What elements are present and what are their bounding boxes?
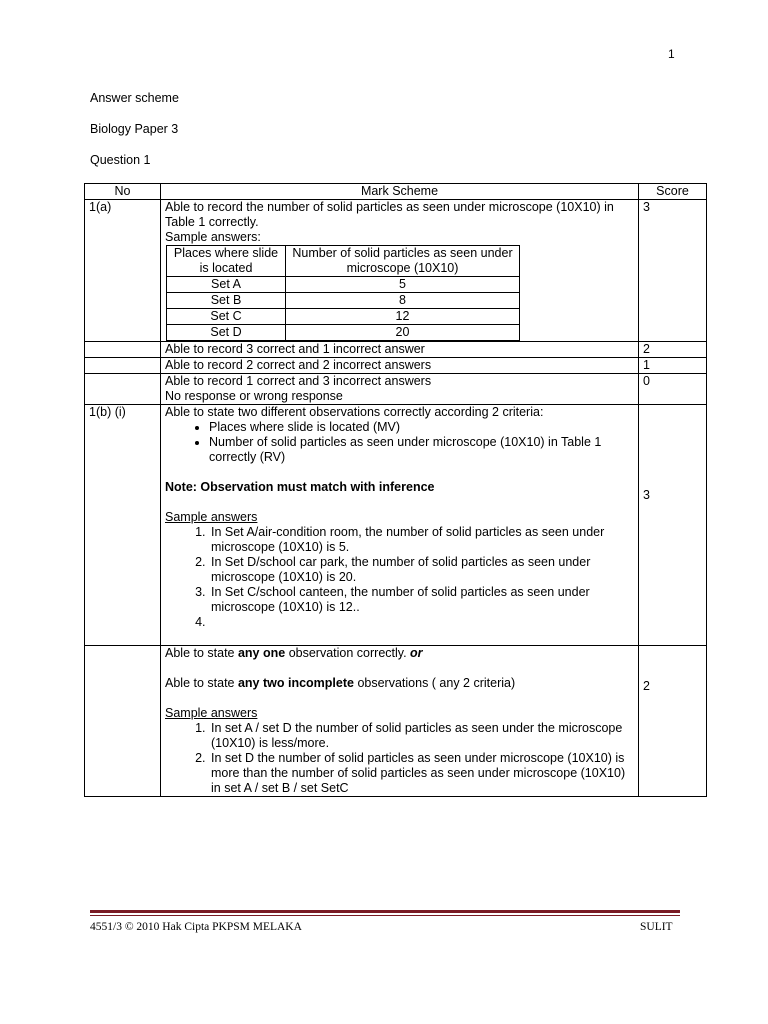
q1bi-partial-score: 2	[639, 646, 707, 797]
q1a-scheme	[161, 200, 639, 342]
sample-row	[167, 309, 520, 325]
sample-count: 8	[286, 293, 520, 309]
question-heading: Question 1	[90, 153, 151, 167]
footer-copyright: 4551/3 © 2010 Hak Cipta PKPSM MELAKA	[90, 921, 302, 933]
row-1a	[85, 200, 707, 342]
criteria-text-line2: No response or wrong response	[165, 389, 343, 403]
q1bi-score: 3	[639, 405, 707, 646]
sample-answers-label: Sample answers	[165, 510, 258, 524]
q1a-score: 3	[639, 200, 707, 342]
mark-scheme-table	[84, 183, 707, 797]
q1a-line1: Able to record the number of solid particles as seen under microscope (10X10) in Table 1 correctly.	[165, 200, 614, 229]
header-row	[85, 184, 707, 200]
criteria-item: • Places where slide is located (MV)	[209, 420, 634, 435]
criteria-score: 0	[639, 374, 707, 405]
sample-answers-list	[165, 721, 634, 796]
criteria-item: • Number of solid particles as seen under microscope (10X10) in Table 1 correctly (RV)	[209, 435, 634, 465]
criteria-text: Able to record 2 correct and 2 incorrect answers	[161, 358, 639, 374]
partial-line2: Able to state any two incomplete observations ( any 2 criteria)	[165, 676, 516, 690]
sample-row	[167, 293, 520, 309]
q1bi-intro: Able to state two different observations correctly according 2 criteria:	[165, 405, 544, 419]
footer-divider	[90, 910, 680, 913]
header-score: Score	[639, 184, 707, 200]
q1bi-scheme	[161, 405, 639, 646]
sample-place: Set A	[167, 277, 286, 293]
sample-row	[167, 277, 520, 293]
sample-answer-item: 3. In Set C/school canteen, the number of solid particles as seen under microscope (10X10) is 12..	[209, 585, 634, 615]
sample-row	[167, 325, 520, 341]
sample-count: 12	[286, 309, 520, 325]
header-no: No	[85, 184, 161, 200]
sample-place: Set D	[167, 325, 286, 341]
note-text: Note: Observation must match with inference	[165, 480, 435, 494]
sample-col-places: Places where slide is located	[167, 246, 286, 277]
row-1bi	[85, 405, 707, 646]
criteria-row	[85, 342, 707, 358]
criteria-text	[161, 374, 639, 405]
q1a-sample-label: Sample answers:	[165, 230, 261, 244]
sample-answer-item: 2. In Set D/school car park, the number of solid particles as seen under microscope (10X10) is 20.	[209, 555, 634, 585]
answer-scheme-heading: Answer scheme	[90, 91, 179, 105]
sample-place: Set B	[167, 293, 286, 309]
header-mark-scheme: Mark Scheme	[161, 184, 639, 200]
q1a-number: 1(a)	[85, 200, 161, 342]
footer-sulit: SULIT	[640, 921, 673, 933]
sample-answer-item: 1. In Set A/air-condition room, the number of solid particles as seen under microscope (10X10) is 5.	[209, 525, 634, 555]
page-number: 1	[668, 47, 675, 61]
sample-answers-list	[165, 525, 634, 630]
sample-col-count: Number of solid particles as seen under microscope (10X10)	[286, 246, 520, 277]
row-1bi-partial	[85, 646, 707, 797]
sample-answers-label: Sample answers	[165, 706, 258, 720]
sample-count: 5	[286, 277, 520, 293]
sample-place: Set C	[167, 309, 286, 325]
partial-line1: Able to state any one observation correctly. or	[165, 646, 423, 660]
sample-answer-item: 1. In set A / set D the number of solid particles as seen under the microscope (10X10) is less/more.	[209, 721, 634, 751]
footer-divider-thin	[90, 915, 680, 916]
sample-answer-item	[209, 615, 634, 630]
q1bi-number: 1(b) (i)	[85, 405, 161, 646]
criteria-score: 1	[639, 358, 707, 374]
criteria-list	[165, 420, 634, 465]
criteria-row	[85, 358, 707, 374]
criteria-row	[85, 374, 707, 405]
sample-table-header	[167, 246, 520, 277]
paper-heading: Biology Paper 3	[90, 122, 179, 136]
criteria-text-line1: Able to record 1 correct and 3 incorrect answers	[165, 374, 432, 388]
sample-answer-item: 2. In set D the number of solid particles as seen under microscope (10X10) is more than the number of solid particles as seen under microscope (10X10) in set A / set B / set SetC	[209, 751, 634, 796]
sample-count: 20	[286, 325, 520, 341]
criteria-text: Able to record 3 correct and 1 incorrect answer	[161, 342, 639, 358]
criteria-score: 2	[639, 342, 707, 358]
q1bi-partial-scheme	[161, 646, 639, 797]
sample-answer-table	[166, 245, 520, 341]
